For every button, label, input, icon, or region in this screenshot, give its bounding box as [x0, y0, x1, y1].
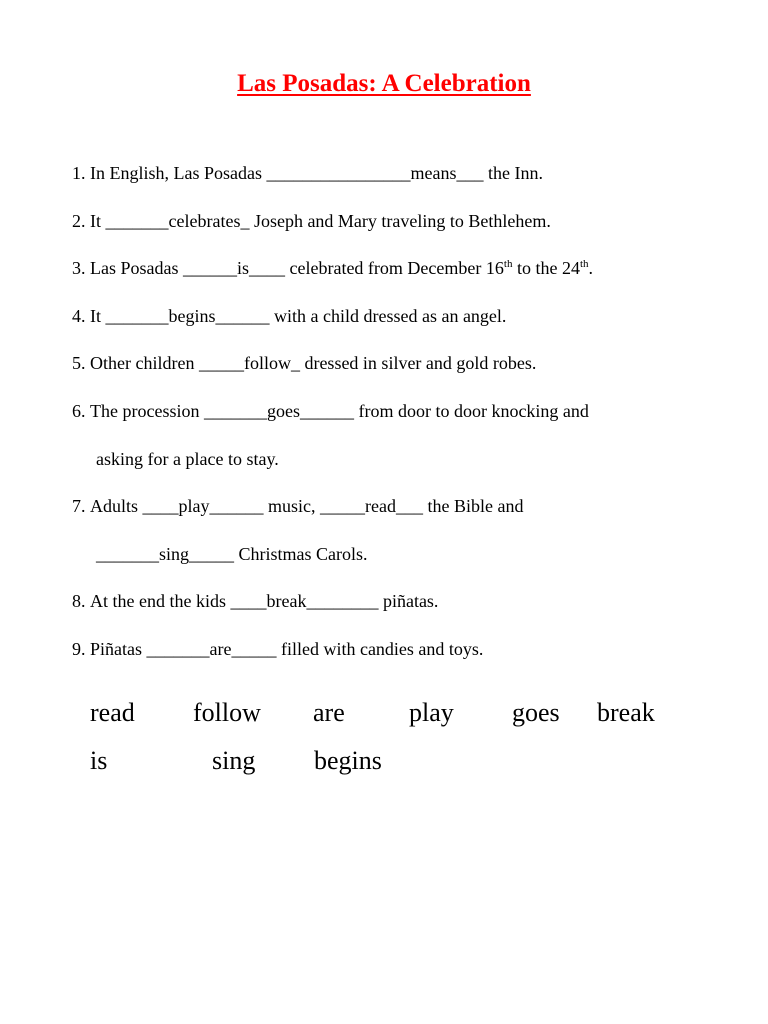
question-number: 6.	[72, 401, 86, 421]
question-text: At the end the kids ____break________ piñatas.	[90, 591, 439, 611]
word-bank-word: begins	[314, 746, 382, 775]
question-4	[72, 305, 506, 327]
question-6-continuation: asking for a place to stay.	[96, 449, 279, 469]
question-3	[72, 257, 593, 279]
word-bank-word: read	[90, 698, 135, 727]
question-text: Adults ____play______ music, _____read___ the Bible and	[90, 496, 524, 516]
word-bank-word: break	[597, 698, 655, 727]
question-7-continuation: _______sing_____ Christmas Carols.	[96, 544, 368, 564]
page-title: Las Posadas: A Celebration	[237, 70, 531, 97]
question-9	[72, 638, 483, 660]
question-number: 3.	[72, 258, 86, 278]
question-number: 2.	[72, 211, 86, 231]
question-text: In English, Las Posadas ________________means___ the Inn.	[90, 163, 543, 183]
question-6	[72, 400, 589, 422]
question-text: It _______celebrates_ Joseph and Mary traveling to Bethlehem.	[90, 211, 551, 231]
word-bank-word: play	[409, 698, 454, 727]
word-bank-word: goes	[512, 698, 560, 727]
word-bank-word: follow	[193, 698, 261, 727]
question-text: Las Posadas ______is____ celebrated from December 16	[90, 258, 504, 278]
question-number: 4.	[72, 306, 86, 326]
question-2	[72, 210, 551, 232]
question-number: 5.	[72, 353, 86, 373]
superscript: th	[579, 258, 589, 270]
question-1	[72, 162, 543, 184]
question-number: 7.	[72, 496, 86, 516]
question-5	[72, 352, 536, 374]
question-text: Piñatas _______are_____ filled with candies and toys.	[90, 639, 484, 659]
question-8	[72, 590, 438, 612]
question-text: Other children _____follow_ dressed in silver and gold robes.	[90, 353, 537, 373]
question-number: 9.	[72, 639, 86, 659]
word-bank-word: are	[313, 698, 345, 727]
question-text: to the 24	[512, 258, 580, 278]
question-text: The procession _______goes______ from door to door knocking and	[90, 401, 589, 421]
superscript: th	[503, 258, 513, 270]
question-number: 1.	[72, 163, 86, 183]
question-number: 8.	[72, 591, 86, 611]
question-text: .	[588, 258, 594, 278]
question-text: It _______begins______ with a child dressed as an angel.	[90, 306, 507, 326]
word-bank-word: sing	[212, 746, 256, 775]
question-7	[72, 495, 523, 517]
word-bank-word: is	[90, 746, 108, 775]
